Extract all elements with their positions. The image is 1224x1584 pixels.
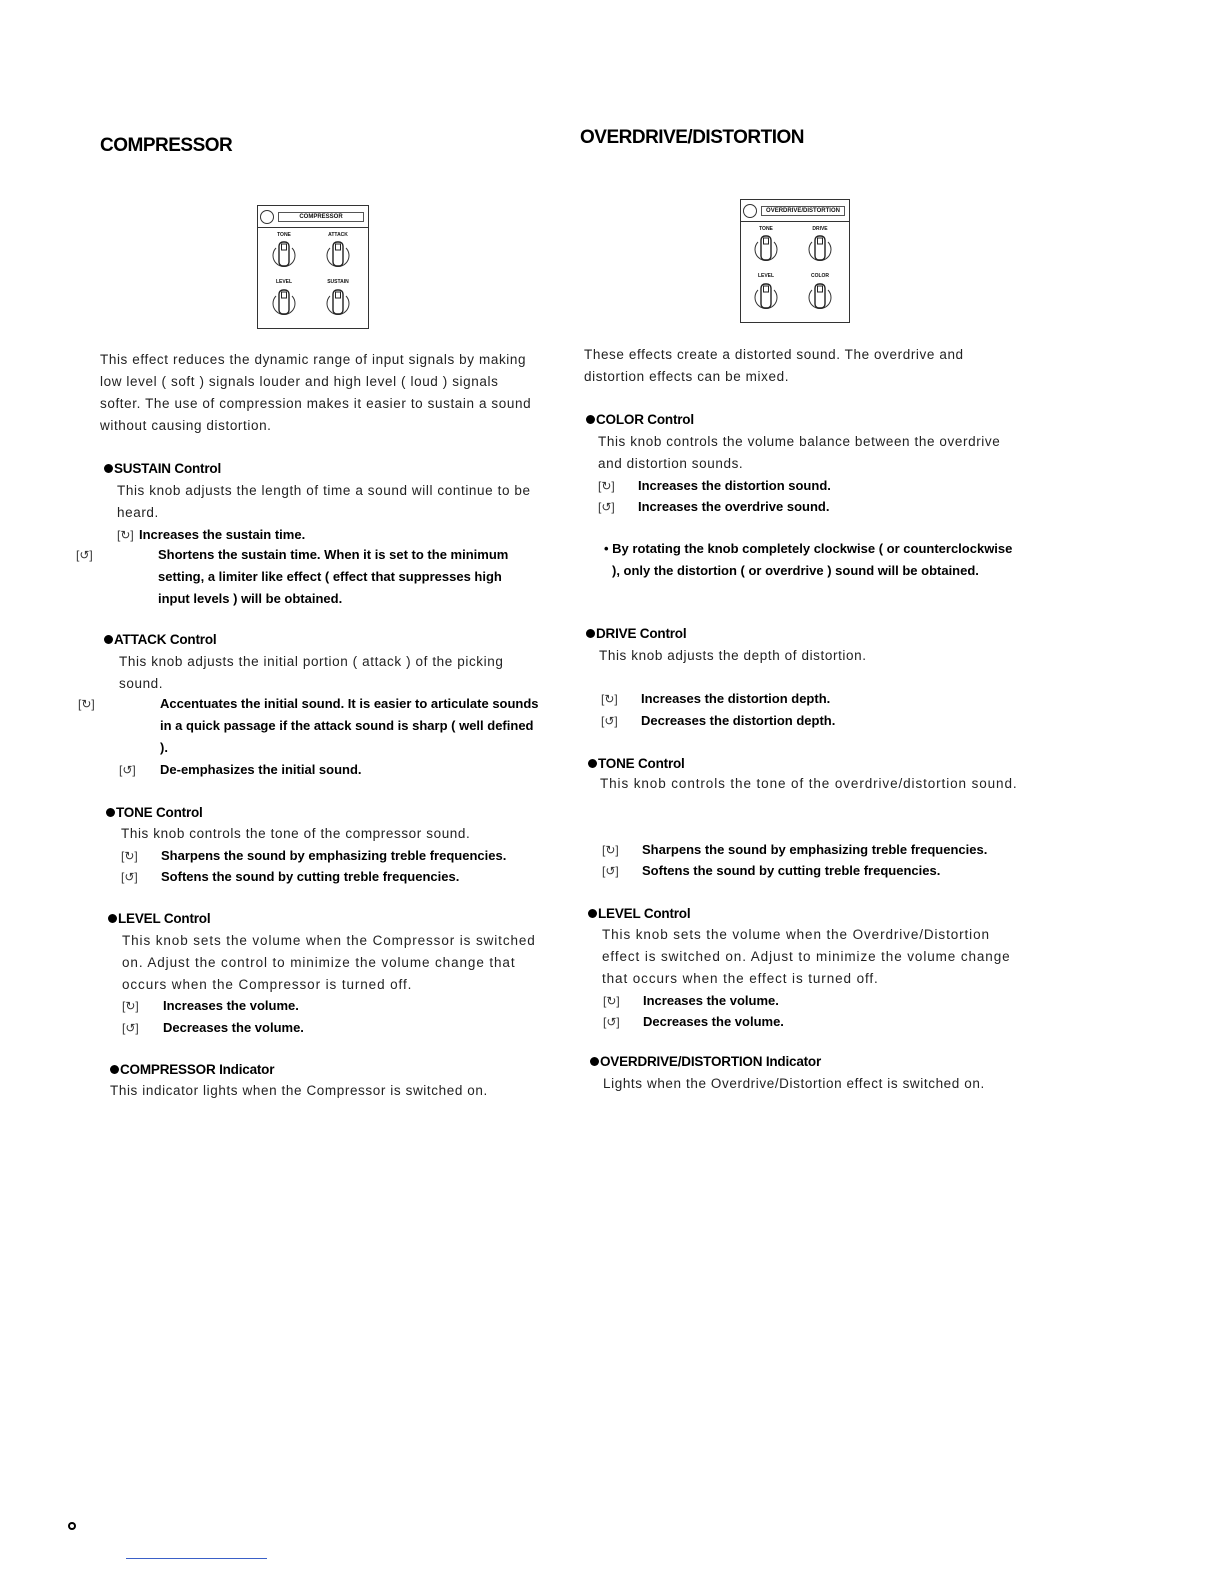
color-knob-icon [806, 282, 834, 314]
knob-label-attack: ATTACK [328, 232, 348, 238]
compressor-tone-counterclockwise: [↺] Softens the sound by cutting treble frequencies. [121, 866, 551, 889]
bullet-icon [106, 808, 115, 817]
clockwise-icon: [↻] [601, 692, 618, 706]
sustain-knob-icon [324, 288, 352, 320]
counterclockwise-icon: [↺] [121, 870, 138, 884]
compressor-intro: This effect reduces the dynamic range of input signals by making low level ( soft ) signals louder and high level ( loud ) signals softer. The use of compression makes it easier to sustain a sound without causing distortion. [100, 352, 532, 433]
knob-label-level: LEVEL [757, 273, 775, 279]
color-heading: COLOR Control [586, 412, 694, 427]
bullet-icon [108, 914, 117, 923]
drive-knob-icon [806, 234, 834, 266]
compressor-tone-heading: TONE Control [106, 805, 203, 820]
clockwise-icon: [↻] [122, 999, 139, 1013]
overdrive-tone-clockwise: [↻] Sharpens the sound by emphasizing treble frequencies. [602, 839, 1032, 862]
attack-clockwise: [↻] Accentuates the initial sound. It is easier to articulate sounds in a quick passage if the attack sound is sharp ( well defined ). [119, 693, 539, 759]
overdrive-tone-heading: TONE Control [588, 756, 685, 771]
clockwise-icon: [↻] [78, 697, 95, 711]
bottom-rule [126, 1558, 267, 1559]
overdrive-panel-diagram [740, 199, 850, 323]
bullet-icon [586, 629, 595, 638]
overdrive-level-counterclockwise: [↺] Decreases the volume. [603, 1011, 1023, 1034]
bullet-icon [104, 635, 113, 644]
bullet-icon [586, 415, 595, 424]
clockwise-icon: [↻] [121, 849, 138, 863]
page-mark-icon [68, 1522, 76, 1530]
indicator-led-icon [743, 204, 757, 218]
tone-knob-icon [270, 240, 298, 272]
drive-heading: DRIVE Control [586, 626, 686, 641]
compressor-level-heading: LEVEL Control [108, 911, 210, 926]
tone-knob-icon [752, 234, 780, 266]
overdrive-title: OVERDRIVE/DISTORTION [580, 127, 805, 148]
knob-label-color: COLOR [810, 273, 830, 279]
compressor-level-counterclockwise: [↺] Decreases the volume. [122, 1017, 542, 1040]
drive-clockwise: [↻] Increases the distortion depth. [601, 688, 1021, 711]
level-knob-icon [752, 282, 780, 314]
attack-heading: ATTACK Control [104, 632, 216, 647]
counterclockwise-icon: [↺] [122, 1021, 139, 1035]
drive-counterclockwise: [↺] Decreases the distortion depth. [601, 710, 1021, 733]
bullet-icon [588, 759, 597, 768]
bullet-icon [110, 1065, 119, 1074]
counterclockwise-icon: [↺] [603, 1015, 620, 1029]
panel-name: OVERDRIVE/DISTORTION [761, 206, 845, 216]
counterclockwise-icon: [↺] [601, 714, 618, 728]
overdrive-indicator-description: Lights when the Overdrive/Distortion effect is switched on. [603, 1076, 985, 1091]
overdrive-tone-counterclockwise: [↺] Softens the sound by cutting treble frequencies. [602, 860, 1032, 883]
compressor-indicator-heading: COMPRESSOR Indicator [110, 1062, 274, 1077]
sustain-counterclockwise: [↺] Shortens the sustain time. When it is set to the minimum setting, a limiter like effect ( effect that suppresses high input levels ) will be obtained. [117, 544, 537, 610]
sustain-heading: SUSTAIN Control [104, 461, 221, 476]
color-clockwise: [↻] Increases the distortion sound. [598, 475, 1018, 498]
clockwise-icon: [↻] [117, 528, 134, 542]
counterclockwise-icon: [↺] [602, 864, 619, 878]
bullet-icon [590, 1057, 599, 1066]
clockwise-icon: [↻] [603, 994, 620, 1008]
compressor-tone-description: This knob controls the tone of the compressor sound. [121, 826, 471, 841]
knob-label-drive: DRIVE [812, 226, 828, 232]
color-description: This knob controls the volume balance between the overdrive and distortion sounds. [598, 434, 1001, 471]
overdrive-level-heading: LEVEL Control [588, 906, 690, 921]
knob-label-tone: TONE [277, 232, 291, 238]
attack-knob-icon [324, 240, 352, 272]
color-counterclockwise: [↺] Increases the overdrive sound. [598, 496, 1018, 519]
panel-header [258, 206, 368, 228]
compressor-tone-clockwise: [↻] Sharpens the sound by emphasizing treble frequencies. [121, 845, 551, 868]
overdrive-indicator-heading: OVERDRIVE/DISTORTION Indicator [590, 1054, 821, 1069]
sustain-description: This knob adjusts the length of time a sound will continue to be heard. [117, 483, 531, 520]
counterclockwise-icon: [↺] [598, 500, 615, 514]
drive-description: This knob adjusts the depth of distortion. [599, 648, 867, 663]
color-note: • By rotating the knob completely clockwise ( or counterclockwise ), only the distortion ( or overdrive ) sound will be obtained. [604, 541, 1013, 578]
panel-header [741, 200, 849, 222]
attack-counterclockwise: [↺] De-emphasizes the initial sound. [119, 759, 539, 782]
attack-description: This knob adjusts the initial portion ( attack ) of the picking sound. [119, 654, 504, 691]
level-knob-icon [270, 288, 298, 320]
counterclockwise-icon: [↺] [76, 548, 93, 562]
overdrive-level-clockwise: [↻] Increases the volume. [603, 990, 1023, 1013]
indicator-led-icon [260, 210, 274, 224]
bullet-icon [104, 464, 113, 473]
knob-label-level: LEVEL [275, 279, 293, 285]
compressor-level-description: This knob sets the volume when the Compressor is switched on. Adjust the control to minimize the volume change that occurs when the Compressor is turned off. [122, 933, 536, 992]
compressor-indicator-description: This indicator lights when the Compressor is switched on. [110, 1083, 488, 1098]
clockwise-icon: [↻] [602, 843, 619, 857]
compressor-title: COMPRESSOR [100, 135, 233, 156]
knob-label-sustain: SUSTAIN [327, 279, 349, 285]
overdrive-tone-description: This knob controls the tone of the overdrive/distortion sound. [600, 776, 1018, 791]
overdrive-level-description: This knob sets the volume when the Overdrive/Distortion effect is switched on. Adjust to minimize the volume change that occurs when the effect is turned off. [602, 927, 1011, 986]
sustain-clockwise: [↻] Increases the sustain time. [117, 524, 537, 547]
overdrive-intro: These effects create a distorted sound. The overdrive and distortion effects can be mixed. [584, 347, 964, 384]
compressor-level-clockwise: [↻] Increases the volume. [122, 995, 542, 1018]
panel-name: COMPRESSOR [278, 212, 364, 222]
bullet-icon [588, 909, 597, 918]
knob-label-tone: TONE [759, 226, 773, 232]
compressor-panel-diagram [257, 205, 369, 329]
clockwise-icon: [↻] [598, 479, 615, 493]
counterclockwise-icon: [↺] [119, 763, 136, 777]
